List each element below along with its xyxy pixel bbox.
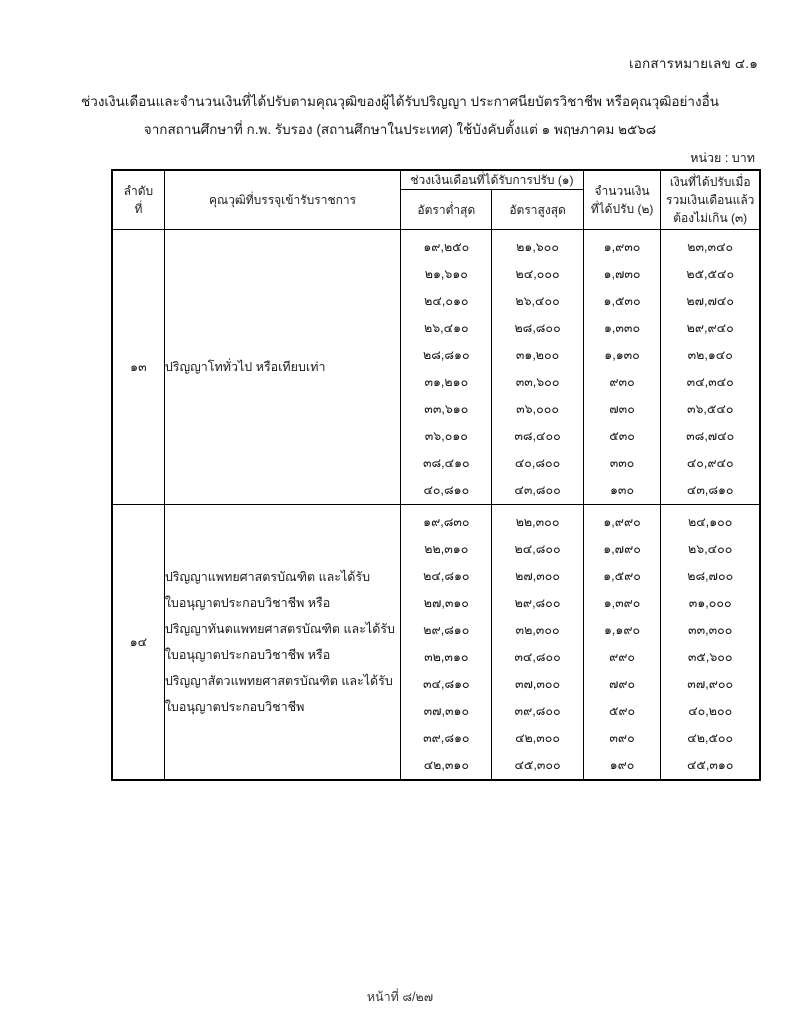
qualification-line: ปริญญาทันตแพทยศาสตรบัณฑิต และได้รับ — [164, 622, 395, 636]
header-sequence — [113, 171, 165, 230]
value-item: ๔๓,๘๐๐ — [514, 483, 561, 497]
row-qualification — [164, 230, 400, 505]
value-item: ๑,๙๙๐ — [603, 515, 641, 529]
header-total-line2: รวมเงินเดือนแล้ว — [666, 193, 755, 207]
value-item: ๓๗,๓๐๐ — [514, 677, 561, 691]
value-item: ๒๔,๑๐๐ — [688, 515, 733, 529]
value-item: ๒๔,๘๐๐ — [514, 542, 561, 556]
max-rate-cell — [492, 230, 583, 505]
value-item: ๑,๗๓๐ — [603, 267, 641, 281]
value-item: ๔๕,๓๐๐ — [514, 758, 561, 772]
value-item: ๓๘,๗๔๐ — [686, 429, 735, 443]
header-qualification: คุณวุฒิที่บรรจุเข้ารับราชการ — [164, 171, 400, 230]
value-item: ๒๔,๐๐๐ — [515, 267, 560, 281]
value-item: ๔๐,๘๐๐ — [514, 456, 561, 470]
value-item: ๒๓,๓๔๐ — [687, 240, 734, 254]
value-item: ๒๖,๔๐๐ — [688, 542, 733, 556]
value-item: ๔๒,๓๐๐ — [515, 731, 561, 745]
title-line-1: ช่วงเงินเดือนและจำนวนเงินที่ได้ปรับตามคุณวุฒิของผู้ได้รับปริญญา ประกาศนียบัตรวิชาชีพ หรือคุณวุฒิอย่างอื่น — [81, 94, 719, 109]
value-item: ๔๕,๓๑๐ — [686, 758, 734, 772]
table-header — [113, 171, 760, 230]
value-item: ๓๙,๘๐๐ — [514, 704, 561, 718]
qualification-line: ปริญญาโททั่วไป หรือเทียบเท่า — [164, 360, 326, 374]
value-item: ๒๖,๔๐๐ — [515, 294, 560, 308]
value-item: ๓๔,๓๔๐ — [686, 375, 734, 389]
adjustment-amount-cell — [583, 230, 661, 505]
max-rate-cell — [492, 505, 583, 780]
qualification-line: ใบอนุญาตประกอบวิชาชีพ หรือ — [164, 596, 331, 610]
value-item: ๑,๕๓๐ — [603, 294, 641, 308]
header-salary-range-group: ช่วงเงินเดือนที่ได้รับการปรับ (๑) — [401, 171, 583, 190]
min-rate-cell — [401, 230, 492, 505]
value-item: ๑,๑๓๐ — [604, 348, 640, 362]
row-sequence-number: ๑๓ — [113, 230, 165, 505]
value-item: ๓๖,๐๑๐ — [424, 429, 468, 443]
value-item: ๓๓๐ — [609, 456, 635, 470]
document-reference-number: เอกสารหมายเลข ๔.๑ — [628, 56, 758, 71]
value-item: ๒๔,๘๑๐ — [423, 569, 470, 583]
total-cap-cell — [661, 230, 760, 505]
value-item: ๑๓๐ — [610, 483, 635, 497]
value-item: ๓๕,๖๐๐ — [687, 650, 733, 664]
header-max-rate: อัตราสูงสุด — [492, 190, 583, 230]
value-item: ๔๐,๘๑๐ — [423, 483, 470, 497]
value-item: ๔๓,๘๑๐ — [686, 483, 734, 497]
value-item: ๒๔,๐๑๐ — [424, 294, 469, 308]
value-item: ๒๘,๘๐๐ — [514, 321, 561, 335]
qualification-line: ใบอนุญาตประกอบวิชาชีพ — [164, 700, 305, 714]
value-item: ๒๗,๗๔๐ — [686, 294, 735, 308]
value-item: ๒๙,๙๔๐ — [686, 321, 734, 335]
total-cap-cell — [661, 505, 760, 780]
header-amount-line2: ที่ได้ปรับ (๒) — [590, 202, 654, 216]
value-item: ๑,๓๙๐ — [603, 596, 641, 610]
value-list — [584, 234, 661, 504]
value-item: ๒๒,๓๑๐ — [424, 542, 469, 556]
header-adjustment-amount — [583, 171, 661, 230]
value-item: ๓๓,๖๐๐ — [515, 375, 560, 389]
value-list — [492, 234, 582, 504]
value-item: ๒๙,๘๑๐ — [423, 623, 470, 637]
value-item: ๑,๑๙๐ — [603, 623, 641, 637]
value-item: ๒๗,๓๐๐ — [515, 569, 561, 583]
value-list — [401, 509, 491, 779]
value-item: ๗๓๐ — [609, 402, 635, 416]
value-item: ๓๓,๓๐๐ — [688, 623, 733, 637]
document-title — [0, 88, 800, 144]
value-item: ๕๓๐ — [609, 429, 635, 443]
value-item: ๒๘,๘๑๐ — [423, 348, 470, 362]
value-item: ๑๙,๒๕๐ — [423, 240, 470, 254]
header-sequence-line1: ลำดับ — [123, 184, 154, 198]
value-item: ๑๙๐ — [609, 758, 635, 772]
value-item: ๒๑,๖๐๐ — [516, 240, 559, 254]
value-item: ๓๙๐ — [609, 731, 635, 745]
value-item: ๒๖,๔๑๐ — [424, 321, 469, 335]
header-amount-line1: จำนวนเงิน — [594, 184, 650, 198]
salary-table — [112, 170, 760, 780]
value-item: ๑,๗๙๐ — [603, 542, 641, 556]
value-item: ๒๙,๘๐๐ — [514, 596, 561, 610]
value-item: ๓๒,๓๑๐ — [424, 650, 469, 664]
value-item: ๒๒,๓๐๐ — [515, 515, 560, 529]
qualification-line: ปริญญาสัตวแพทยศาสตรบัณฑิต และได้รับ — [164, 674, 393, 688]
min-rate-cell — [401, 505, 492, 780]
value-list — [584, 509, 661, 779]
value-item: ๓๑,๒๑๐ — [424, 375, 469, 389]
value-item: ๓๓,๖๑๐ — [424, 402, 469, 416]
row-qualification — [164, 505, 400, 780]
table-row — [113, 505, 760, 780]
value-list — [401, 234, 491, 504]
page-footer: หน้าที่ ๘/๒๗ — [366, 990, 434, 1004]
adjustment-amount-cell — [583, 505, 661, 780]
value-item: ๓๔,๘๐๐ — [514, 650, 561, 664]
value-item: ๓๖,๕๔๐ — [686, 402, 734, 416]
value-list — [661, 234, 759, 504]
value-item: ๒๘,๗๐๐ — [687, 569, 734, 583]
header-total-line3: ต้องไม่เกิน (๓) — [673, 211, 748, 225]
unit-note: หน่วย : บาท — [690, 151, 755, 165]
value-list — [661, 509, 759, 779]
value-item: ๓๒,๓๐๐ — [515, 623, 560, 637]
value-item: ๙๙๐ — [609, 650, 636, 664]
value-item: ๓๗,๓๑๐ — [423, 704, 470, 718]
value-item: ๑๙,๘๓๐ — [423, 515, 470, 529]
value-item: ๓๖,๐๐๐ — [516, 402, 559, 416]
value-item: ๑,๓๓๐ — [603, 321, 641, 335]
value-item: ๓๑,๐๐๐ — [688, 596, 732, 610]
value-item: ๓๑,๒๐๐ — [515, 348, 560, 362]
title-line-2: จากสถานศึกษาที่ ก.พ. รับรอง (สถานศึกษาในประเทศ) ใช้บังคับตั้งแต่ ๑ พฤษภาคม ๒๕๖๘ — [143, 122, 657, 137]
value-list — [492, 509, 582, 779]
value-item: ๒๑,๖๑๐ — [424, 267, 468, 281]
header-total-line1: เงินที่ได้ปรับเมื่อ — [669, 175, 751, 189]
value-item: ๒๗,๓๑๐ — [423, 596, 469, 610]
salary-table-container — [112, 170, 760, 780]
value-item: ๓๒,๑๔๐ — [687, 348, 733, 362]
header-sequence-line2: ที่ — [134, 202, 143, 216]
value-item: ๑,๕๙๐ — [603, 569, 641, 583]
value-item: ๔๐,๒๐๐ — [688, 704, 733, 718]
table-row — [113, 230, 760, 505]
value-item: ๕๙๐ — [608, 704, 636, 718]
value-item: ๓๙,๘๑๐ — [423, 731, 470, 745]
value-item: ๒๕,๕๔๐ — [686, 267, 735, 281]
value-item: ๔๐,๙๔๐ — [686, 456, 734, 470]
value-item: ๔๒,๕๐๐ — [687, 731, 734, 745]
value-item: ๓๘,๔๑๐ — [422, 456, 470, 470]
header-min-rate: อัตราต่ำสุด — [401, 190, 492, 230]
header-total-cap — [661, 171, 760, 230]
value-item: ๓๗,๙๐๐ — [687, 677, 734, 691]
qualification-line: ปริญญาแพทยศาสตรบัณฑิต และได้รับ — [164, 570, 371, 584]
value-item: ๓๔,๘๑๐ — [422, 677, 470, 691]
row-sequence-number: ๑๔ — [113, 505, 165, 780]
value-item: ๑,๙๓๐ — [603, 240, 641, 254]
value-item: ๓๘,๔๐๐ — [514, 429, 561, 443]
value-item: ๗๙๐ — [608, 677, 636, 691]
qualification-line: ใบอนุญาตประกอบวิชาชีพ หรือ — [164, 648, 331, 662]
value-item: ๔๒,๓๑๐ — [423, 758, 469, 772]
table-body — [113, 230, 760, 780]
value-item: ๙๓๐ — [609, 375, 635, 389]
table-header-row-1 — [113, 171, 760, 190]
